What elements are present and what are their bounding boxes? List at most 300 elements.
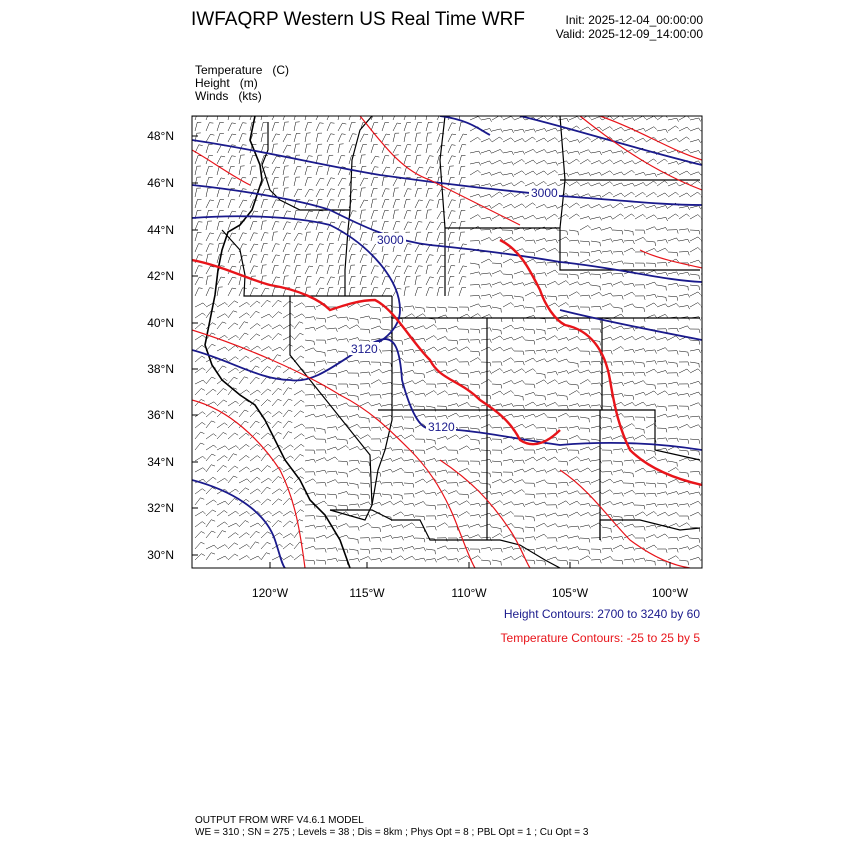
wind-barb	[613, 480, 624, 483]
wind-barb	[602, 461, 612, 465]
wind-barb	[206, 445, 217, 450]
wind-barb	[481, 150, 492, 153]
wind-barb	[272, 412, 282, 418]
wind-barb	[646, 503, 657, 507]
wind-barb	[569, 512, 580, 516]
wind-barb	[228, 357, 238, 362]
wind-barb	[239, 467, 250, 472]
wind-barb	[569, 384, 579, 389]
wind-barb	[338, 524, 349, 528]
wind-barb	[613, 537, 624, 541]
wind-barb	[217, 511, 227, 517]
wind-barb	[437, 514, 448, 518]
wind-barb	[316, 535, 327, 538]
wind-barb	[536, 534, 547, 538]
wind-barb	[635, 349, 646, 353]
wind-barb	[657, 492, 668, 495]
wind-barb	[503, 370, 514, 373]
wind-barb	[360, 384, 370, 388]
wind-barb	[305, 222, 313, 230]
wind-barb	[228, 311, 237, 318]
wind-barb	[580, 150, 591, 153]
wind-barb	[327, 178, 335, 186]
wind-barb	[426, 527, 436, 531]
wind-barb	[503, 337, 514, 340]
wind-barb	[690, 369, 701, 373]
wind-barb	[272, 144, 278, 153]
wind-barb	[217, 303, 228, 308]
wind-barb	[250, 222, 257, 231]
wind-barb	[239, 233, 247, 241]
wind-barb	[690, 545, 701, 549]
wind-barb	[602, 150, 613, 153]
wind-barb	[690, 172, 701, 175]
wind-barb	[228, 211, 236, 219]
wind-barb	[547, 505, 557, 509]
wind-barb	[228, 543, 238, 549]
wind-barb	[393, 384, 403, 388]
wind-barb	[415, 450, 425, 454]
wind-barb	[624, 192, 635, 197]
wind-barb	[646, 192, 657, 197]
wind-barb	[459, 415, 470, 419]
wind-barb	[393, 482, 403, 486]
wind-barb	[404, 459, 415, 463]
height-label-3000-west: 3000	[377, 233, 404, 247]
wind-barb	[448, 472, 458, 476]
wind-barb	[360, 435, 371, 439]
wind-barb	[239, 521, 249, 528]
wind-barb	[217, 501, 228, 505]
wind-barb	[437, 480, 448, 483]
wind-barb	[360, 166, 366, 175]
wind-barb	[393, 133, 399, 142]
wind-barb	[668, 537, 678, 541]
wind-barb	[294, 210, 300, 219]
wind-barb	[701, 558, 712, 562]
wind-barb	[602, 437, 613, 441]
wind-barb	[437, 436, 448, 439]
wind-barb	[195, 532, 205, 539]
wind-barb	[228, 476, 237, 483]
wind-barb	[261, 233, 268, 241]
wind-barb	[580, 549, 589, 554]
wind-barb	[415, 210, 421, 219]
wind-barb	[503, 381, 514, 385]
wind-barb	[327, 548, 338, 552]
wind-barb	[371, 288, 378, 296]
wind-barb	[668, 523, 679, 527]
wind-barb	[525, 450, 535, 454]
wind-barb	[492, 384, 502, 388]
wind-barb	[283, 134, 291, 142]
wind-barb	[514, 237, 525, 241]
wind-barb	[195, 303, 206, 307]
wind-barb	[690, 206, 701, 209]
lat-label-46: 46°N	[147, 176, 174, 190]
wind-barb	[305, 254, 311, 263]
wind-barb	[613, 449, 624, 453]
wind-barb	[206, 166, 213, 175]
wind-barb	[690, 248, 701, 253]
wind-barb	[228, 200, 235, 208]
wind-barb	[701, 382, 712, 385]
wind-barb	[503, 535, 514, 539]
wind-barb	[613, 193, 624, 197]
wind-barb	[503, 391, 514, 395]
wind-barb	[657, 129, 668, 133]
wind-barb	[624, 118, 635, 121]
wind-barb	[602, 262, 613, 266]
wind-barb	[602, 490, 613, 494]
wind-barb	[679, 516, 689, 520]
wind-barb	[624, 372, 634, 376]
wind-barb	[437, 243, 443, 252]
wind-barb	[668, 283, 679, 287]
wind-barb	[316, 516, 326, 520]
wind-barb	[415, 380, 426, 384]
wind-barb	[316, 325, 327, 329]
wind-barb	[492, 362, 502, 366]
wind-barb	[679, 535, 690, 538]
wind-barb	[448, 501, 459, 505]
wind-barb	[415, 491, 426, 494]
wind-barb	[646, 127, 657, 131]
wind-barb	[393, 123, 401, 131]
wind-barb	[459, 347, 470, 351]
wind-barb	[448, 404, 459, 407]
wind-barb	[690, 303, 701, 307]
wind-barb	[503, 472, 513, 476]
wind-barb	[261, 532, 271, 538]
wind-barb	[338, 254, 345, 263]
wind-barb	[415, 222, 422, 230]
wind-barb	[536, 404, 547, 407]
wind-barb	[228, 401, 239, 406]
wind-barb	[525, 252, 535, 256]
wind-barb	[569, 391, 580, 396]
wind-barb	[283, 399, 292, 406]
wind-barb	[481, 172, 492, 175]
wind-barb	[514, 460, 524, 464]
wind-barb	[338, 144, 344, 153]
wind-barb	[316, 361, 327, 365]
wind-barb	[602, 501, 613, 505]
wind-barb	[195, 199, 202, 208]
wind-barb	[404, 546, 415, 549]
wind-barb	[690, 118, 701, 122]
wind-barb	[272, 167, 280, 175]
wind-barb	[393, 393, 404, 396]
wind-barb	[338, 325, 349, 329]
wind-barb	[206, 477, 216, 483]
wind-barb	[668, 303, 679, 307]
wind-barb	[514, 361, 524, 365]
wind-barb	[547, 417, 557, 422]
wind-barb	[679, 171, 690, 175]
wind-barb	[701, 206, 712, 210]
wind-barb	[624, 424, 635, 428]
wind-barb	[624, 263, 634, 267]
wind-barb	[371, 178, 378, 187]
wind-barb	[481, 306, 492, 310]
wind-barb	[261, 511, 272, 516]
wind-barb	[437, 287, 443, 296]
field-height: Height (m)	[195, 76, 258, 90]
wind-barb	[459, 446, 470, 450]
wind-barb	[635, 237, 646, 241]
wind-barb	[679, 362, 689, 366]
wind-barb	[448, 459, 459, 462]
wind-barb	[701, 426, 712, 430]
wind-barb	[525, 483, 535, 487]
wind-barb	[668, 503, 679, 507]
wind-barb	[448, 527, 458, 531]
wind-barb	[525, 215, 536, 219]
wind-barb	[635, 527, 645, 531]
wind-barb	[283, 254, 290, 263]
wind-barb	[404, 266, 412, 274]
wind-barb	[569, 526, 579, 530]
wind-barb	[250, 233, 258, 241]
wind-barb	[602, 160, 613, 164]
wind-barb	[239, 390, 250, 395]
wind-barb	[360, 402, 371, 406]
wind-barb	[481, 339, 491, 343]
wind-barb	[316, 415, 327, 418]
wind-barb	[514, 447, 525, 450]
wind-barb	[679, 351, 689, 356]
wind-barb	[228, 335, 239, 340]
wind-barb	[382, 448, 393, 451]
wind-barb	[272, 255, 280, 263]
wind-barb	[448, 287, 454, 296]
wind-barb	[635, 296, 645, 300]
wind-barb	[393, 145, 401, 153]
wind-barb	[283, 266, 290, 274]
wind-barb	[481, 328, 492, 332]
wind-barb	[492, 492, 503, 496]
wind-barb	[283, 313, 294, 318]
wind-barb	[580, 504, 591, 508]
wind-barb	[448, 340, 458, 344]
wind-barb	[701, 414, 712, 417]
wind-barb	[426, 391, 437, 395]
wind-barb	[415, 133, 421, 142]
wind-barb	[547, 546, 558, 549]
wind-barb	[470, 116, 481, 120]
wind-barb	[305, 362, 315, 366]
wind-barb	[382, 549, 392, 553]
wind-barb	[437, 391, 448, 395]
wind-barb	[624, 515, 634, 519]
wind-barb	[360, 393, 371, 396]
wind-barb	[679, 369, 690, 373]
wind-barb	[547, 170, 558, 175]
wind-barb	[503, 237, 514, 241]
wind-barb	[448, 348, 459, 352]
wind-barb	[536, 349, 547, 353]
wind-barb	[701, 138, 712, 142]
wind-barb	[470, 549, 480, 553]
wind-barb	[701, 547, 712, 550]
wind-barb	[294, 314, 305, 318]
wind-barb	[690, 450, 700, 455]
wind-barb	[492, 271, 503, 275]
wind-barb	[206, 421, 215, 428]
wind-barb	[261, 265, 267, 274]
wind-barb	[360, 461, 370, 466]
wind-barb	[371, 188, 378, 197]
wind-barb	[690, 237, 701, 241]
wind-barb	[316, 123, 324, 131]
wind-barb	[624, 547, 635, 551]
wind-barb	[316, 144, 322, 153]
wind-barb	[679, 406, 689, 410]
wind-barb	[228, 511, 239, 516]
wind-barb	[261, 377, 270, 384]
wind-barb	[459, 556, 470, 560]
wind-barb	[316, 483, 326, 487]
wind-barb	[459, 288, 466, 297]
wind-barb	[668, 362, 678, 367]
wind-barb	[338, 276, 344, 285]
wind-barb	[382, 494, 392, 499]
wind-barb	[525, 468, 536, 472]
wind-barb	[459, 402, 470, 406]
wind-barb	[668, 214, 679, 219]
wind-barb	[327, 315, 338, 318]
wind-barb	[470, 503, 481, 507]
wind-barb	[217, 465, 227, 472]
wind-barb	[426, 446, 437, 450]
wind-barb	[426, 559, 437, 563]
wind-barb	[195, 432, 204, 439]
wind-barb	[217, 178, 225, 186]
wind-barb	[470, 535, 481, 538]
wind-barb	[217, 145, 225, 153]
wind-barb	[327, 144, 334, 153]
wind-barb	[371, 144, 378, 153]
wind-barb	[393, 548, 404, 552]
wind-barb	[459, 199, 465, 208]
wind-barb	[547, 240, 558, 244]
wind-barb	[382, 536, 393, 540]
wind-barb	[536, 337, 547, 340]
wind-barb	[239, 544, 250, 549]
wind-barb	[646, 391, 657, 395]
wind-barb	[492, 149, 503, 153]
wind-barb	[305, 395, 315, 399]
wind-barb	[360, 372, 370, 376]
wind-barb	[272, 333, 282, 340]
wind-barb	[569, 318, 579, 322]
wind-barb	[580, 226, 591, 231]
wind-barb	[426, 222, 434, 230]
wind-barb	[503, 348, 514, 351]
wind-barb	[536, 380, 547, 384]
wind-barb	[701, 193, 712, 197]
wind-barb	[481, 217, 492, 221]
wind-barb	[250, 421, 259, 428]
wind-barb	[415, 200, 423, 208]
wind-barb	[646, 483, 656, 487]
wind-barb	[690, 329, 700, 333]
wind-barb	[470, 472, 480, 477]
wind-barb	[228, 323, 238, 329]
wind-barb	[349, 460, 359, 464]
wind-barb	[294, 133, 300, 142]
wind-barb	[404, 536, 415, 539]
wind-barb	[602, 479, 613, 483]
wind-barb	[580, 380, 591, 385]
wind-barb	[239, 166, 245, 175]
wind-barb	[426, 210, 432, 219]
wind-barb	[613, 203, 624, 208]
wind-barb	[657, 438, 668, 442]
wind-barb	[426, 516, 436, 520]
wind-barb	[470, 358, 481, 362]
wind-barb	[635, 362, 645, 367]
wind-barb	[283, 534, 294, 539]
wind-barb	[272, 123, 279, 132]
wind-barb	[701, 151, 712, 154]
wind-barb	[558, 560, 568, 565]
wind-barb	[415, 254, 422, 263]
wind-barb	[580, 183, 591, 186]
wind-barb	[349, 446, 360, 450]
wind-barb	[459, 134, 467, 142]
wind-barb	[503, 151, 514, 155]
wind-barb	[558, 395, 568, 400]
wind-barb	[690, 501, 701, 505]
wind-barb	[360, 329, 370, 333]
wind-barb	[305, 166, 311, 175]
wind-barb	[360, 427, 370, 431]
wind-barb	[305, 244, 313, 252]
wind-barb	[305, 144, 311, 153]
wind-barb	[547, 350, 558, 354]
wind-barb	[525, 307, 535, 312]
wind-barb	[404, 494, 414, 498]
wind-barb	[613, 239, 624, 243]
wind-barb	[536, 329, 545, 334]
wind-barb	[305, 133, 311, 142]
wind-barb	[470, 556, 481, 560]
wind-barb	[690, 128, 701, 131]
wind-barb	[481, 472, 491, 477]
wind-barb	[668, 161, 679, 164]
wind-barb	[338, 156, 345, 164]
wind-barb	[503, 523, 514, 527]
wind-barb	[327, 338, 338, 342]
wind-barb	[525, 402, 536, 406]
wind-barb	[646, 337, 657, 340]
wind-barb	[195, 288, 203, 296]
wind-barb	[195, 443, 204, 450]
wind-barb	[547, 262, 557, 266]
wind-barb	[679, 472, 689, 477]
wind-barb	[602, 471, 612, 475]
wind-barb	[668, 427, 679, 431]
wind-barb	[206, 233, 214, 241]
wind-barb	[503, 414, 514, 417]
wind-barb	[613, 493, 624, 497]
wind-barb	[481, 295, 492, 299]
wind-barb	[536, 373, 545, 378]
wind-barb	[569, 469, 580, 472]
wind-barb	[492, 183, 503, 186]
